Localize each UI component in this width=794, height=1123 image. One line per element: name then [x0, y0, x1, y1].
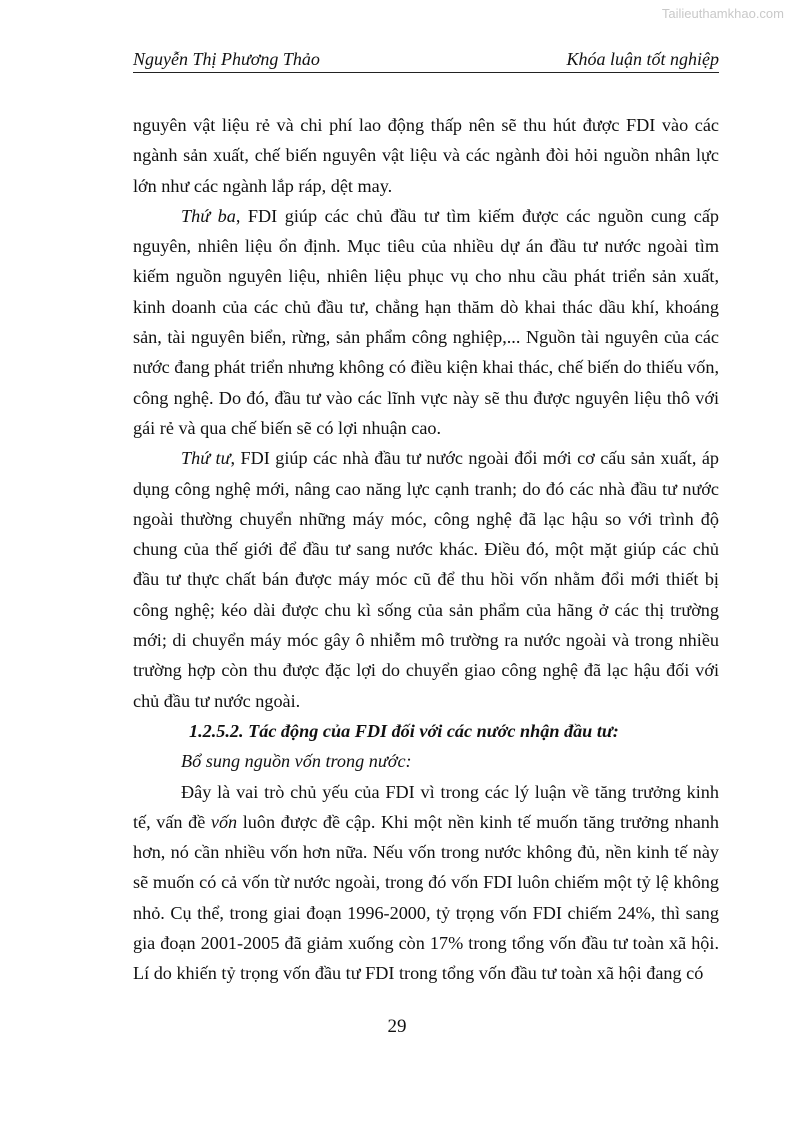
paragraph-4-part-a: Đây là vai trò chủ yếu của FDI vì trong các lý luận về tăng trưởng kinh tế, vấn đề — [133, 781, 719, 832]
page-number: 29 — [387, 1016, 407, 1037]
paragraph-4-part-b: luôn được đề cập. Khi một nền kinh tế muốn tăng trưởng nhanh hơn, nó cần nhiều vốn hơn nữa. Nếu vốn trong nước không đủ, nền kinh tế này sẽ muốn có cả vốn từ nước ngoài, trong đó vốn FDI luôn chiếm một tỷ lệ không nhỏ. Cụ thể, trong giai đoạn 1996-2000, tỷ trọng vốn FDI chiếm 24%, thì sang gia đoạn 2001-2005 đã giảm xuống còn 17% trong tổng vốn đầu tư toàn xã hội. Lí do khiến tỷ trọng vốn đầu tư FDI trong tổng vốn đầu tư toàn xã hội đang có — [133, 811, 719, 984]
section-heading: 1.2.5.2. Tác động của FDI đối với các nước nhận đầu tư: — [189, 720, 619, 741]
paragraph-2 — [133, 201, 719, 443]
paragraph-4 — [133, 777, 719, 989]
paragraph-1: nguyên vật liệu rẻ và chi phí lao động thấp nên sẽ thu hút được FDI vào các ngành sản xuất, chế biến nguyên vật liệu và các ngành đòi hỏi nguồn nhân lực lớn như các ngành lắp ráp, dệt may. — [133, 115, 719, 196]
watermark: Tailieuthamkhao.com — [661, 6, 784, 21]
paragraph-3 — [133, 443, 719, 716]
subheading: Bổ sung nguồn vốn trong nước: — [181, 751, 412, 772]
paragraph-2-lead: Thứ ba — [181, 205, 236, 226]
header-author: Nguyễn Thị Phương Thảo — [133, 49, 320, 69]
body-text — [133, 110, 719, 989]
paragraph-4-emphasis: vốn — [210, 811, 238, 832]
header-doc-type: Khóa luận tốt nghiệp — [566, 49, 719, 69]
paragraph-3-text: , FDI giúp các nhà đầu tư nước ngoài đổi mới cơ cấu sản xuất, áp dụng công nghệ mới, nâng cao năng lực cạnh tranh; do đó các nhà đầu tư nước ngoài thường chuyển những máy móc, công nghệ đã lạc hậu so với trình độ chung của thế giới để đầu tư sang nước khác. Điều đó, một mặt giúp các chủ đầu tư thực chất bán được máy móc cũ để thu hồi vốn nhằm đổi mới thiết bị công nghệ; kéo dài được chu kì sống của sản phẩm của hãng ở các thị trường mới; di chuyển máy móc gây ô nhiễm mô trường ra nước ngoài và trong nhiều trường hợp còn thu được đặc lợi do chuyển giao công nghệ đã lạc hậu đối với chủ đầu tư nước ngoài. — [133, 448, 719, 711]
paragraph-3-lead: Thứ tư — [181, 448, 231, 469]
page-header — [133, 48, 719, 73]
paragraph-2-text: , FDI giúp các chủ đầu tư tìm kiếm được các nguồn cung cấp nguyên, nhiên liệu ổn định. Mục tiêu của nhiều dự án đầu tư nước ngoài tìm kiếm nguồn nguyên liệu, nhiên liệu phục vụ cho nhu cầu phát triển sản xuất, kinh doanh của các chủ đầu tư, chẳng hạn thăm dò khai thác dầu khí, khoáng sản, tài nguyên biển, rừng, sản phẩm công nghiệp,... Nguồn tài nguyên của các nước đang phát triển nhưng không có điều kiện khai thác, chế biến do thiếu vốn, công nghệ. Do đó, đầu tư vào các lĩnh vực này sẽ thu được nguyên liệu thô với gái rẻ và qua chế biến sẽ có lợi nhuận cao. — [133, 205, 719, 438]
